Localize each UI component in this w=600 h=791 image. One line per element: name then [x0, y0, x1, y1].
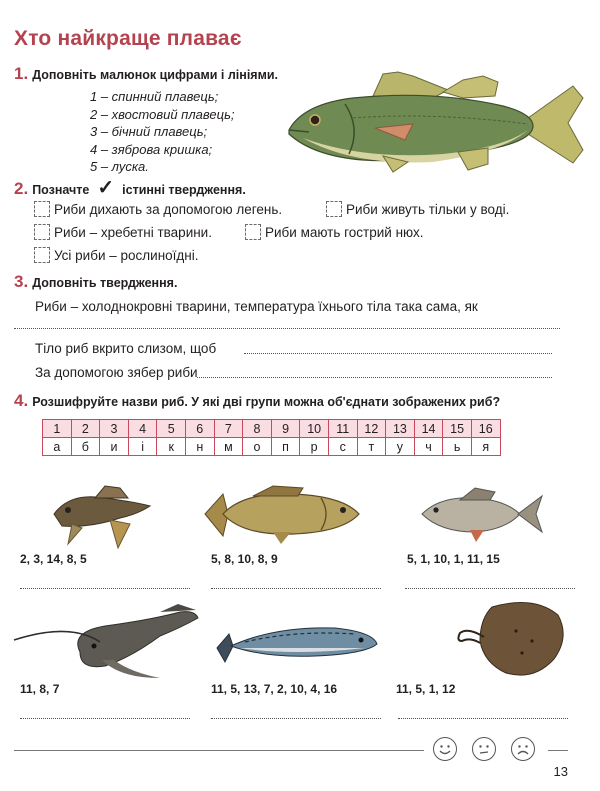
statement-text: Риби живуть тільки у воді. — [346, 201, 510, 217]
cipher-number: 13 — [386, 420, 415, 438]
cipher-number: 1 — [43, 420, 72, 438]
fish-eye — [310, 115, 320, 125]
task3-heading: Доповніть твердження. — [32, 276, 178, 290]
cipher-letter: ч — [414, 438, 443, 456]
cipher-number: 4 — [128, 420, 157, 438]
dorsal-fin-soft — [443, 76, 498, 98]
bottom-rule-right — [548, 750, 568, 751]
fin-legend — [90, 88, 235, 176]
cipher-number: 16 — [471, 420, 500, 438]
answer-line[interactable] — [405, 588, 575, 589]
cipher-number: 11 — [328, 420, 357, 438]
cipher-letter: і — [128, 438, 157, 456]
fill-line-2: Тіло риб вкрито слизом, щоб — [35, 341, 217, 356]
fill-line-1: Риби – холоднокровні тварини, температура їхнього тіла така сама, як — [35, 299, 478, 314]
answer-line[interactable] — [244, 353, 552, 354]
checkbox[interactable] — [34, 247, 50, 263]
cipher-number: 9 — [271, 420, 300, 438]
task4-heading: Розшифруйте назви риб. У які дві групи можна об'єднати зображених риб? — [32, 395, 501, 409]
answer-line[interactable] — [14, 328, 560, 329]
cipher-letter: к — [157, 438, 186, 456]
fish-code-2: 5, 8, 10, 8, 9 — [211, 552, 278, 566]
task4-number: 4. — [14, 391, 29, 410]
cipher-letter: п — [271, 438, 300, 456]
task2-number: 2. — [14, 179, 29, 198]
cipher-letter: я — [471, 438, 500, 456]
smile-face-icon[interactable] — [433, 737, 457, 761]
task3-number: 3. — [14, 272, 29, 291]
cipher-number: 14 — [414, 420, 443, 438]
statement-5[interactable] — [34, 247, 199, 263]
legend-item: 3 – бічний плавець; — [90, 124, 208, 139]
cipher-letter: т — [357, 438, 386, 456]
task2-header — [14, 175, 246, 200]
task1-heading: Доповніть малюнок цифрами і лініями. — [32, 68, 278, 82]
checkbox[interactable] — [34, 201, 50, 217]
task1-header — [14, 64, 278, 84]
cipher-letter: б — [71, 438, 100, 456]
sad-face-drawing — [512, 738, 534, 760]
statement-2[interactable] — [326, 201, 509, 217]
cipher-number: 10 — [300, 420, 329, 438]
checkbox[interactable] — [326, 201, 342, 217]
statement-text: Риби – хребетні тварини. — [54, 224, 212, 240]
neutral-face-drawing — [473, 738, 495, 760]
statement-text: Усі риби – рослиноїдні. — [54, 247, 199, 263]
cipher-letter: р — [300, 438, 329, 456]
fish-code-5: 11, 5, 13, 7, 2, 10, 4, 16 — [211, 682, 338, 696]
checkbox[interactable] — [245, 224, 261, 240]
task2-heading-after: істинні твердження. — [122, 183, 246, 197]
neutral-face-icon[interactable] — [472, 737, 496, 761]
cipher-number: 8 — [243, 420, 272, 438]
bass-fish-illustration — [283, 68, 588, 178]
task4-header — [14, 391, 500, 411]
bottom-rule — [14, 750, 424, 751]
cipher-letter: а — [43, 438, 72, 456]
tail-fin — [528, 86, 583, 163]
crucian-fish-photo — [420, 486, 545, 546]
page-title: Хто найкраще плаває — [14, 27, 242, 50]
legend-item: 5 – луска. — [90, 159, 149, 174]
cipher-number: 12 — [357, 420, 386, 438]
fill-line-3: За допомогою зябер риби — [35, 365, 198, 380]
carp-fish-photo — [203, 484, 363, 546]
fish-code-6: 11, 5, 1, 12 — [396, 682, 456, 696]
checkbox[interactable] — [34, 224, 50, 240]
answer-line[interactable] — [197, 377, 552, 378]
answer-line[interactable] — [20, 588, 190, 589]
cipher-letter: м — [214, 438, 243, 456]
sad-face-icon[interactable] — [511, 737, 535, 761]
cipher-number: 7 — [214, 420, 243, 438]
smile-face-drawing — [434, 738, 456, 760]
goby-fish-photo — [50, 484, 155, 552]
answer-line[interactable] — [398, 718, 568, 719]
page-number: 13 — [553, 764, 568, 779]
cipher-number-row — [43, 420, 501, 438]
answer-line[interactable] — [20, 718, 190, 719]
cipher-number: 3 — [100, 420, 129, 438]
cipher-number: 5 — [157, 420, 186, 438]
task1-number: 1. — [14, 64, 29, 83]
answer-line[interactable] — [211, 588, 381, 589]
dorsal-fin — [373, 72, 448, 98]
task2-heading-before: Позначте — [32, 183, 90, 197]
cipher-number: 15 — [443, 420, 472, 438]
fish-code-1: 2, 3, 14, 8, 5 — [20, 552, 87, 566]
task3-header — [14, 272, 177, 292]
anal-fin — [458, 148, 488, 170]
statement-4[interactable] — [245, 224, 424, 240]
cipher-number: 6 — [185, 420, 214, 438]
catfish-photo — [10, 602, 200, 684]
statement-text: Риби мають гострий нюх. — [265, 224, 424, 240]
statement-1[interactable] — [34, 201, 282, 217]
fish-code-3: 5, 1, 10, 1, 11, 15 — [407, 552, 500, 566]
answer-line[interactable] — [211, 718, 381, 719]
statement-3[interactable] — [34, 224, 212, 240]
cipher-letter: н — [185, 438, 214, 456]
statement-text: Риби дихають за допомогою легень. — [54, 201, 283, 217]
legend-item: 2 – хвостовий плавець; — [90, 106, 235, 122]
cipher-number: 2 — [71, 420, 100, 438]
cipher-letter-row — [43, 438, 501, 456]
cipher-letter: с — [328, 438, 357, 456]
stingray-photo — [454, 597, 569, 683]
legend-item: 1 – спинний плавець; — [90, 89, 219, 104]
cipher-letter: у — [386, 438, 415, 456]
fish-code-4: 11, 8, 7 — [20, 682, 60, 696]
checkmark-icon: ✓ — [97, 177, 115, 199]
cipher-letter: ь — [443, 438, 472, 456]
cipher-letter: и — [100, 438, 129, 456]
mackerel-photo — [215, 616, 380, 664]
cipher-table — [42, 419, 501, 456]
legend-item: 4 – зяброва кришка; — [90, 141, 213, 157]
cipher-letter: о — [243, 438, 272, 456]
